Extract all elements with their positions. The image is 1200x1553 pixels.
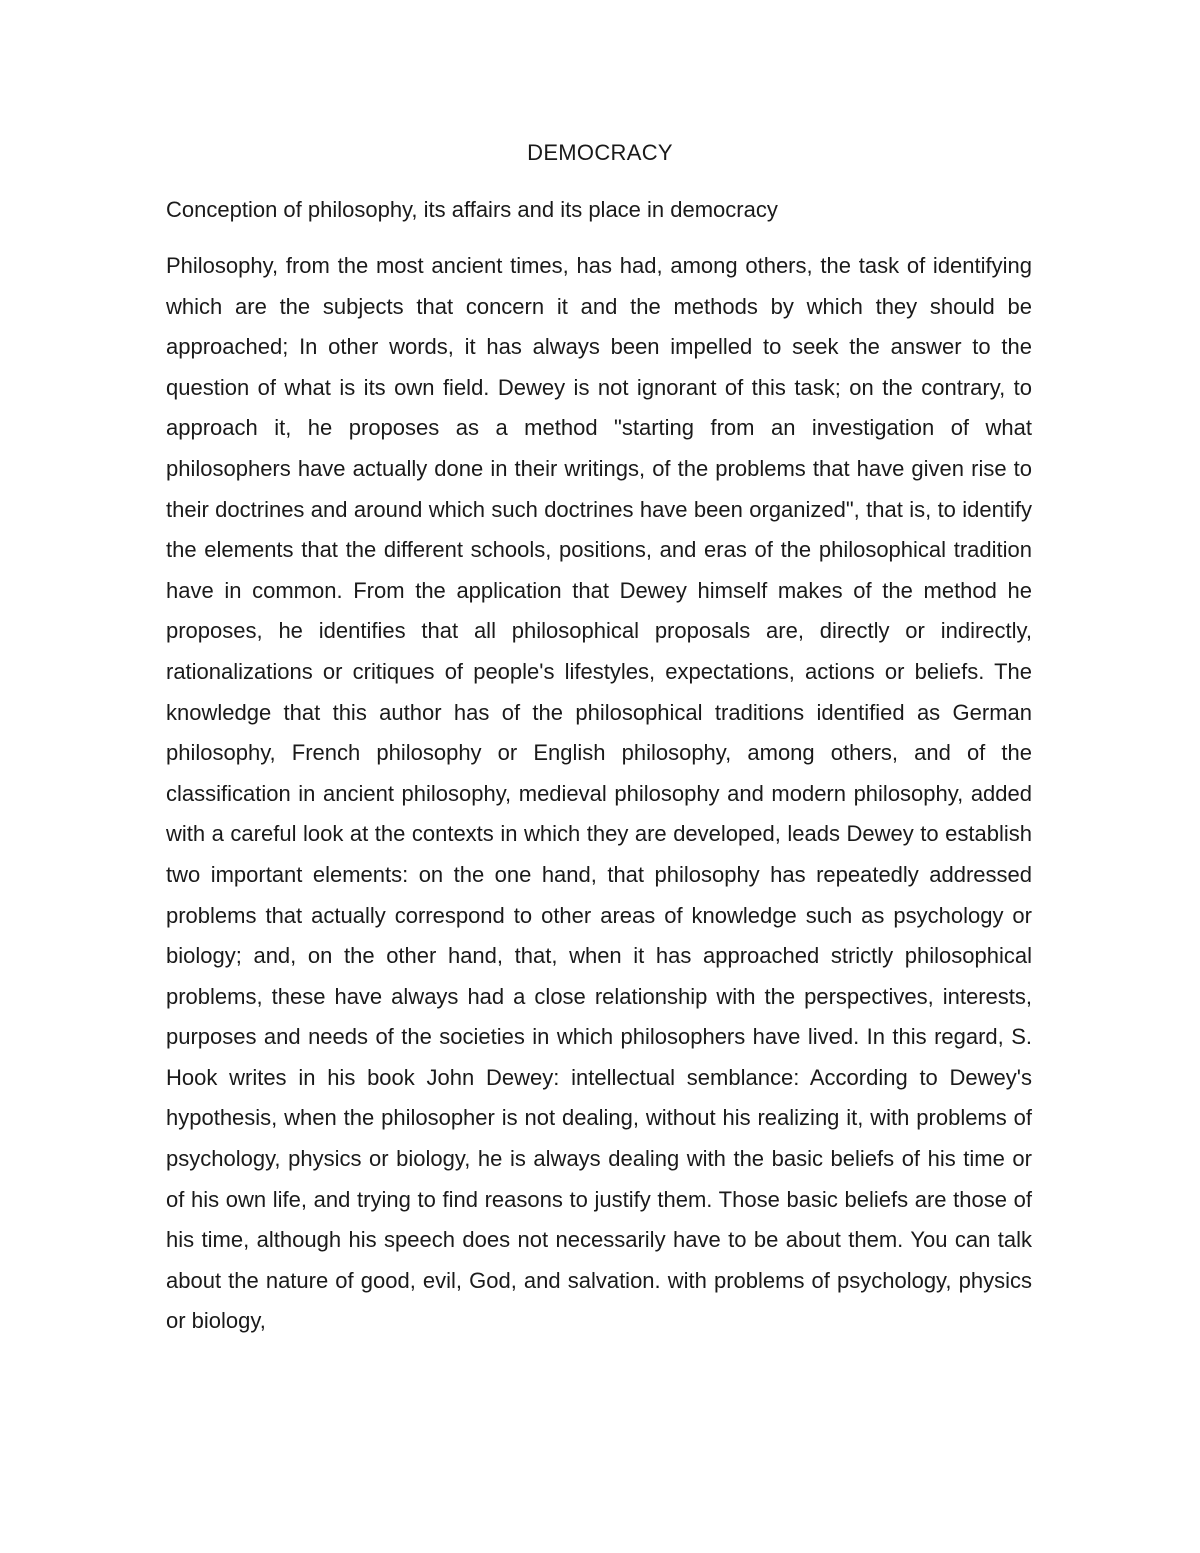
document-subtitle: Conception of philosophy, its affairs and its place in democracy	[166, 197, 778, 222]
document-title: DEMOCRACY	[527, 140, 673, 165]
body-paragraph: Philosophy, from the most ancient times, has had, among others, the task of identifying which are the subjects that concern it and the methods by which they should be approached; In other words, it has always been impelled to seek the answer to the question of what is its own field. Dewey is not ignorant of this task; on the contrary, to approach it, he proposes as a method "starting from an investigation of what philosophers have actually done in their writings, of the problems that have given rise to their doctrines and around which such doctrines have been organized", that is, to identify the elements that the different schools, positions, and eras of the philosophical tradition have in common. From the application that Dewey himself makes of the method he proposes, he identifies that all philosophical proposals are, directly or indirectly, rationalizations or critiques of people's lifestyles, expectations, actions or beliefs. The knowledge that this author has of the philosophical traditions identified as German philosophy, French philosophy or English philosophy, among others, and of the classification in ancient philosophy, medieval philosophy and modern philosophy, added with a careful look at the contexts in which they are developed, leads Dewey to establish two important elements: on the one hand, that philosophy has repeatedly addressed problems that actually correspond to other areas of knowledge such as psychology or biology; and, on the other hand, that, when it has approached strictly philosophical problems, these have always had a close relationship with the perspectives, interests, purposes and needs of the societies in which philosophers have lived. In this regard, S. Hook writes in his book John Dewey: intellectual semblance: According to Dewey's hypothesis, when the philosopher is not dealing, without his realizing it, with problems of psychology, physics or biology, he is always dealing with the basic beliefs of his time or of his own life, and trying to find reasons to justify them. Those basic beliefs are those of his time, although his speech does not necessarily have to be about them. You can talk about the nature of good, evil, God, and salvation. with problems of psychology, physics or biology,	[166, 253, 1032, 1334]
